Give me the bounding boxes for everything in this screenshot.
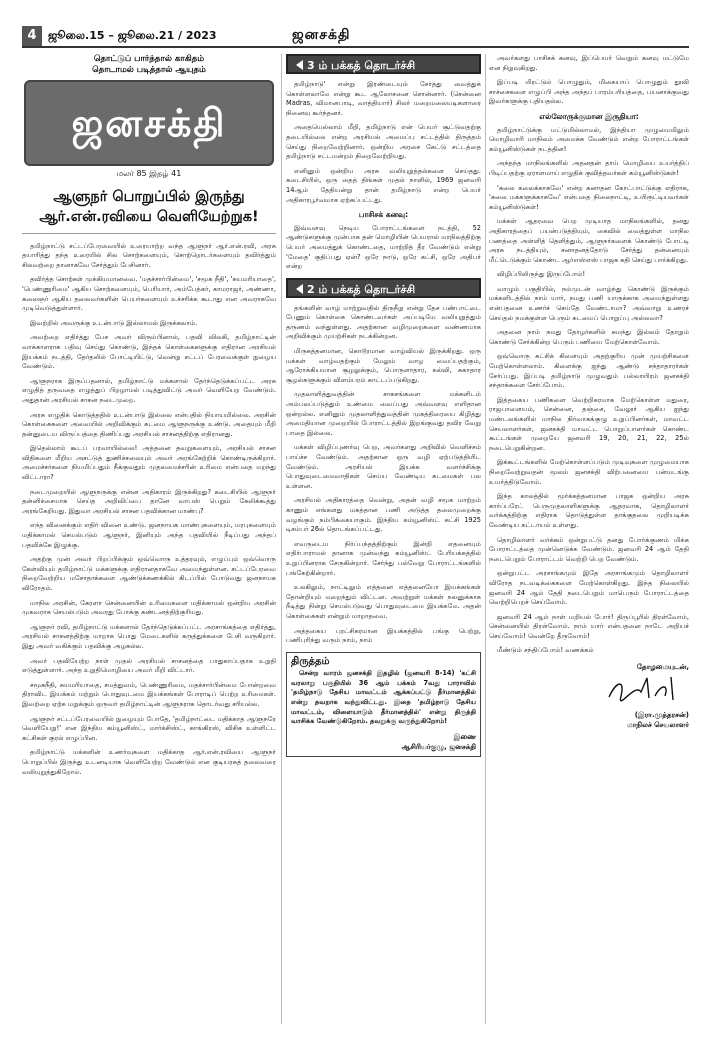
paragraph: ஒவ்வொரு கட்சிக் கிளையும் அதற்குரிய முன் முயற்சிகளை மேற்கொள்ளலாம். கிளைக்கு ஐந்து ஆண்டு சந்தாதாரர்கள் சேர்ப்பது. இப்படி தமிழ்நாடு முழுவதும் பல்லாயிரம் ஜனசக்தி சந்தாக்களை சேர்ப்போம். (489, 352, 689, 390)
paragraph: அவர்களது பாசிசக் கனவு, இப்பெயர் வெறும் கனவு மட்டுமே என நிறுவுகிறது. (489, 54, 689, 72)
header-rule (22, 46, 689, 48)
paragraph: மீண்டும் சந்திப்போம்! வணக்கம் (497, 646, 594, 655)
editorial-headline: ஆளுநர் பொறுப்பில் இருந்து ஆர்.என்.ரவியை வெளியேற்றுக! (22, 187, 276, 234)
paragraph: தொழிலாளர் வர்க்கம் ஒன்றுபட்டு தனது போர்க்குணம் மிக்க போராட்டத்தை முன்னெடுக்க வேண்டும். ஜனவரி 24 ஆம் தேதி நடைபெறும் போராட்டம் வெற்றி பெற வேண்டும். (489, 535, 689, 563)
paragraph: தமிழ்நாட்டு மக்களின் உணர்வுகளை மதிக்காத ஆர்.என்.ரவியை ஆளுநர் பொறுப்பில் இருந்து உடனடியாக வெளியேற்ற வேண்டும் என குடியரசுத் தலைவரை வலியுறுத்துகிறோம். (22, 748, 276, 776)
paragraph: எனினும் ஒன்றிய அரசு வலியுறுத்தல்களை செய்தது. கடைசியில், ஒரு தைத் திங்கள் முதல் நாளில், 1969 ஜனவரி 14ஆம் தேதியன்று தான் தமிழ்நாடு என்ற பெயர் அதிகாரபூர்வமாக ஏற்கப்பட்டது. (286, 166, 481, 204)
paragraph: ஜனவரி 24 ஆம் நாள் மறியல் போர்! திருப்பூரில் திரள்வோம், சென்னையில் திரள்வோம். நாம் யார் என்பதனை நாடே அறியச் செய்வோம்! வென்றே தீருவோம்! (489, 612, 689, 640)
column-divider (281, 54, 282, 1024)
paragraph: இந்த காலத்தில் மூர்க்கத்தனமான பாஜக ஒன்றிய அரசு கார்ப்பரேட் பெருமுதலாளிகளுக்கு ஆதரவாக, தொழிலாளர் வர்க்கத்திற்கு எதிராக தொடுத்துள்ள தாக்குதலை முறியடிக்க வேண்டிய கட்டாயம் உள்ளது. (489, 492, 689, 529)
paragraph: ஆளுநராக இருப்பதனால், தமிழ்நாட்டு மக்களால் தேர்ந்தெடுக்கப்பட்ட அரசு எழுதித் தருவதை எழுத்துப் பிறழாமல் படித்துவிட்டு அவர் வெளியேற வேண்டும். அதுதான் அரசியல் சாசன நடைமுறை. (22, 376, 276, 404)
signatory-role: மாநிலச் செயலாளர் (627, 720, 689, 729)
paragraph: ஆளுநர் ரவி, தமிழ்நாட்டு மக்களால் தேர்ந்தெடுக்கப்பட்ட அரசாங்கத்தை எதிர்த்து, அரசியல் சாசனத்திற்கு மாறாக பொது மேடைகளில் கருத்துக்களை பேசி வருகிறார். இது அவர் வகிக்கும் பதவிக்கு அழகல்ல. (22, 622, 276, 650)
triangle-icon (296, 60, 303, 70)
continuation-column (286, 54, 481, 1026)
page-header (22, 26, 689, 48)
paragraph: தவிர்த்த சொற்கள் முக்கியமானவை. 'மதச்சார்பின்மை', 'சமூக நீதி', 'சுயமரியாதை', 'பெண்ணுரிமை' ஆகிய சொற்களையும், பெரியார், அம்பேத்கர், காமராஜர், அண்ணா, கலைஞர் ஆகிய தலைவர்களின் பெயர்களையும் உச்சரிக்க கூடாது என அவராகவே முடிவெடுத்துள்ளார். (22, 275, 276, 313)
paragraph: இவற்றில் அவருக்கு உடன்பாடு இல்லாமல் இருக்கலாம். (30, 318, 198, 327)
header-title: ஜனசக்தி (292, 27, 351, 43)
newspaper-page (22, 26, 689, 1026)
triangle-icon (296, 284, 303, 294)
paragraph: எவருடைய நிர்ப்பந்தத்திற்கும் இன்றி எதனையும் எதிர்பாராமல் தானாக முன்வந்து கம்யூனிஸ்ட் பேரியக்கத்தில் உறுப்பினராக சேருகின்றார். சேர்ந்து பல்வேறு போராட்டங்களில் பங்கேற்கின்றார். (286, 539, 481, 577)
paragraph: தமிழ்நாட்டு சட்டப்பேரவையில் உரையாற்ற வந்த ஆளுநர் ஆர்.என்.ரவி, அரசு தயாரித்து தந்த உரையில் சில சொற்களையும், சொற்றொடர்களையும் தவிர்த்தும் சிலவற்றை தானாகவே சேர்த்தும் பேசினார். (22, 241, 276, 269)
paragraph: அதையெல்லாம் மீறி, தமிழ்நாடு என் பெயர் சூட்டுவதற்கு தடையில்லை என்ற அரசியல் அமைப்பு சட்டத்தில் திருத்தம் செய்து நிறைவேற்றினார். ஒன்றிய அரசை கேட்டு சட்டத்தை தமிழ்நாடு சட்டமன்றம் நிறைவேற்றியது. (286, 123, 481, 161)
paragraph: தமிழ்நாடு' என்று இரண்டையும் சேர்த்து வைத்துக் கொள்ளலாமே என்று கூட ஆலோசனை சொன்னார். (சென்னை Madras, விமானபாடி, வாத்தியார்) சிலர் மறைமலையடிகளாரை நினைவு கூர்ந்தனர். (286, 80, 481, 117)
paragraph: அதனை நாம் நமது தோழர்களில் சுமந்து இல்லம் தோறும் கொண்டு சேர்க்கின்ற பெரும் பணியை மேற்கொள்வோம். (489, 328, 689, 346)
paragraph: மிருகத்தனமான, கொடூரமான வாழ்வியல் இருக்கிறது. ஒரு மக்கள் வாழ்வதற்கும் மேலும் வாழ வைப்பதற்கும், ஆரோக்கியமான சூழலுக்கும், பொருளாதார, கல்வி, சுகாதார சூழல்களுக்கும் விளம்பரம் காட்டப்படுகிறது. (286, 347, 481, 384)
letter-column (489, 54, 689, 1026)
section-bar-label: 2 ம் பக்கத் தொடர்ச்சி (307, 282, 416, 296)
paragraph: நடைமுறையில் ஆளுநருக்கு என்ன அதிகாரம் இருக்கிறது? கடைசியில் ஆளுநர் தன்னிச்சையாக செய்த அறிவிப்பை தானே வாபஸ் பெறும் கேலிக்கூத்து அரங்கேறியது. இதுவா அரசியல் சாசன பதவிக்கான மாண்பு? (22, 487, 276, 515)
issue-date: ஜூலை.15 – ஜூலை.21 / 2023 (48, 29, 217, 42)
paragraph: ஆளுநர் சட்டப்பேரவையில் நுழையும் போதே, 'தமிழ்நாட்டை மதிக்காத ஆளுநரே வெளியேறு!' என இந்திய கம்யூனிஸ்ட், மார்க்சிஸ்ட், காங்கிரஸ், விசிக உள்ளிட்ட கட்சிகள் குரல் எழுப்பின. (22, 714, 276, 742)
paragraph: மக்கள் ஆதரவை பெற முடியாத மாநிலங்களில், தனது அதிகாரத்தைப் பயன்படுத்தியும், கைவில் வைத்துள்ள மாநில பணத்தை அள்ளித் தெளித்தும், ஆளுநர்களைக் கொண்டு போட்டி அரசு நடத்தியும், சனாதனத்தோடு சேர்த்து தன்னையும் மீட்டெடுக்கும் கொண்ட ஆர்எஸ்எஸ் பாஜக கதி செய்து பார்க்கிறது. (489, 217, 689, 264)
paragraph: தங்களின் வாழ் மாற்றுவதில் திருநீறு என்று தேச பண்பாட்டை பேணும் கொள்கை கொண்டவர்கள் அப்படியே வலியுறுத்தும் தருணம் வந்துள்ளது. அதற்கான வழிமுறைகளை வண்ணமாக அறிவிக்கும் முயற்சிகள் நடக்கின்றன. (286, 303, 481, 341)
signature-block (489, 662, 689, 730)
letter-body (489, 54, 689, 107)
masthead-logo (24, 80, 274, 166)
signatory-name: (இரா.முத்தரசன்) (634, 710, 689, 719)
paragraph: அரசியல் அதிகாரத்தை வென்று, அதன் வழி சமூக மாற்றம் காணும் எங்களது மகத்தான பணி அடுத்த தலைமுறைக்கு வழங்கும் நம்பிக்கையாகும். இந்திய கம்யூனிஸ்ட் கட்சி 1925 டிசம்பர் 26ல் தொடங்கப்பட்டது. (286, 496, 481, 534)
paragraph: எந்த வினைக்கும் எதிர் வினை உண்டு. ஜனநாயக மாண்புகளையும், மரபுகளையும் மதிக்காமல் செயல்படும் ஆளுநர், இனியும் அந்த பதவியில் நீடிப்பது அந்தப் பதவிக்கே இழுக்கு. (22, 521, 276, 549)
correction-notice (286, 652, 481, 757)
page-number: 4 (22, 26, 42, 46)
paragraph: அந்தந்த மாநிலங்களில் அதனதன் தாய் மொழியை உயர்த்திப் பிடிப்பதற்கு ஏராளமாய் எழுதிக் குவித்தவர்கள் கம்யூனிஸ்டுகள்! (489, 159, 689, 177)
paragraph: அரசு எழுதிக் கொடுத்ததில் உடன்பாடு இல்லை என்பதில் நியாயமில்லை. அரசின் கொள்கைகளை அவையில் அறிவிக்கும் கடமை ஆளுநருக்கு உண்டு. அதையும் மீறி தன்னுடைய விருப்பத்தை திணிப்பது அரசியல் சாசனத்திற்கு எதிரானது. (22, 410, 276, 438)
masthead-tagline-2: தொடாமல் படித்தால் ஆயுதம் (92, 65, 206, 75)
letter-subhead: எல்லோருக்குமான இருதியா: (539, 111, 639, 121)
page3-continuation-2 (286, 224, 481, 272)
section-subhead: பாசிசக் கனவு: (358, 210, 409, 220)
section-bar-page3 (286, 54, 481, 74)
paragraph: இதெல்லாம் கூடப் பரவாயில்லை! அத்தனை தவறுகளையும், அரசியல் சாசன விதிகளை மீறிய அசட்டுத் துணிச்சலையும் அவர் அரங்கேற்றிக் கொண்டிருக்கிறார். அமைச்சர்களை நியமிப்பதும் நீக்குவதும் முதலமைச்சரின் உரிமை என்பதை மறந்து விட்டாரா? (22, 444, 276, 482)
paragraph: இக்கூட்டங்களில் மேற்கொள்ளப்படும் முடிவுகளை முழுமையாக நிறைவேற்றுவதன் மூலம் ஜனசக்தி விற்பனையை பன்மடங்கு உயர்த்திடுவோம். (489, 458, 689, 486)
salutation: தோழமையுடன், (636, 663, 689, 672)
page3-continuation (286, 80, 481, 205)
paragraph: இவ்வளவு நெடிய போராட்டங்களை நடத்தி, 52 ஆண்டுகளுக்கு முன்பாக தன் மொழியின் பெயரால் மாநிலத்திற்கு பெயர் அமைத்துக் கொண்டதை, மாற்றித் தீர வேண்டும் என்று 'மேதை' குதிப்பது ஏன்? ஒரே நாடு, ஒரே கட்சி, ஒரே அதிபர் என்ற (286, 223, 481, 271)
masthead-tagline-1: தொட்டுப் பார்த்தால் காகிதம் (93, 54, 205, 64)
paragraph: முதலாளித்துவத்தின் சாகசங்களை மக்களிடம் அம்பலப்படுத்தும் உண்மை வைப்பது அவ்வளவு எளிதான ஒன்றல்ல. எனினும் முதலாளித்துவத்தின் முகத்திரையை கிழித்து அமைதியான முறையில் போராட்டத்தில் இறங்குவது தவிர வேறு பாதை இல்லை. (286, 390, 481, 437)
masthead-name: ஜனசக்தி (71, 100, 227, 146)
column-divider (485, 54, 486, 1024)
notice-sign-2: ஆசிரியர்குழு, ஜனசக்தி (401, 742, 476, 751)
paragraph: விழிப்பிலிருந்து இருப்போம்! (497, 270, 586, 279)
paragraph: இத்தகைய பணிகளை வெற்றிகரமாக மேற்கொள்ள மதுரை, ராஜபாளையம், சென்னை, தஞ்சை, வேலூர் ஆகிய ஐந்து மண்டலங்களில் மாநில நிர்வாகக்குழு உறுப்பினர்கள், மாவட்ட செயலாளர்கள், ஜனசக்தி மாவட்ட பொறுப்பாளர்கள் கொண்ட கூட்டங்கள் முறையே ஜனவரி 19, 20, 21, 22, 25ல் நடைபெறுகின்றன. (489, 395, 689, 452)
paragraph: மக்கள் விழிப்புணர்வு பெற, அவர்களது அறிவில் வெளிச்சம் பாய்ச்ச வேண்டும். அதற்கான ஒரு வழி ஏற்படுத்தியிட வேண்டும். அரசியல் இயக்க வளர்ச்சிக்கு பொதுவுடைமைவாதிகள் செய்ய வேண்டிய கடமைகள் பல உள்ளன. (286, 443, 481, 490)
editorial-column (22, 54, 276, 1026)
volume-issue: மலர் 85 இதழ் 41 (116, 169, 182, 178)
paragraph: தமிழ்நாட்டுக்கு மட்டுமில்லாமல், இந்தியா முழுமைமிலும் மொழிவாரி மாநிலம் அமைக்க வேண்டும் என்ற போராட்டங்கள் கம்யூனிஸ்டுகள் நடத்தின! (489, 125, 689, 153)
letter-body-2 (489, 126, 689, 657)
paragraph: மாநில அரசின், கேரளா சென்னையின் உரிமைகளை மதிக்காமல் ஒன்றிய அரசின் முகவராக செயல்படும் அவரது போக்கு கண்டனத்திற்குரியது. (22, 598, 276, 617)
page2-continuation (286, 304, 481, 646)
paragraph: ஒன்றுபட்ட அரசாங்கமும் இதே அரசாங்கமும் தொழிலாளர் விரோத நடவடிக்கைகளை மேற்கொள்கிறது. இந்த நிலையில் ஜனவரி 24 ஆம் தேதி நடைபெறும் மாபெரும் போராட்டத்தை வெற்றிபெறச் செய்வோம். (489, 569, 689, 607)
notice-body: சென்ற வாரம் ஜனசக்தி இதழில் (ஜனவரி 8-14) 'கட்சி வரலாறு பகுதியில் 36 ஆம் பக்கம் 7வது பாராவில் 'தமிழ்நாடு தேசிய மாவட்டம் ஆக்கப்பட்டு தீர்மானத்தில் என்று தவறாக வந்துவிட்டது. இதை 'தமிழ்நாடு தேசிய மாவட்டம், விளையாடும் தீர்மானத்தில்' என்று திருத்தி வாசிக்க வேண்டுகிறோம். தவறுக்கு வருந்துகிறோம்! (291, 669, 476, 726)
paragraph: அவர் பதவியேற்ற நாள் முதல் அரசியல் சாசனத்தை பாதுகாப்பதாக உறுதி எடுத்துள்ளார். அந்த உறுதிமொழியை அவர் மீறி விட்டார். (22, 656, 276, 675)
section-bar-page2 (286, 278, 481, 298)
notice-sign-1: இணை (453, 732, 476, 741)
editorial-body (22, 242, 276, 778)
paragraph: அத்தகைய புரட்சிகரமான இயக்கத்தில் பங்கு பெற்று, பணிபுரிந்து வரும் நாம், நாம் (286, 626, 481, 645)
section-bar-label: 3 ம் பக்கத் தொடர்ச்சி (307, 59, 416, 72)
signature-image (599, 672, 689, 706)
paragraph: அவற்றை எதிர்த்து பேச அவர் விரும்பினால், பதவி விலகி, தமிழ்நாட்டின் வாக்காளராக பதிவு செய்து கொண்டு, இந்தக் கொள்கைகளுக்கு எதிரான அரசியல் இயக்கம் நடத்தி, தேர்தலில் போட்டியிட்டு, வென்று சட்டப் பேரவைக்குள் நுழைய வேண்டும். (22, 333, 276, 371)
paragraph: இப்படி மிரட்டும் பொழுதும், மிகையாப் பொழுதும் தூவி சாச்சைகளை எழுப்பி அந்த அந்தப் பாரம்பரியத்தை, பயனாக்குவது இவர்களுக்கு புதியதல்ல. (489, 78, 689, 106)
paragraph: சமூகநீதி, சுயமரியாதை, சமத்துவம், பெண்ணுரிமை, மதச்சார்பின்மை போன்றவை திராவிட இயக்கம் மற்றும் பொதுவுடமை இயக்கங்கள் போராடிப் பெற்ற உரிமைகள். இவற்றை ஏற்க மறுக்கும் ஒருவர் தமிழ்நாட்டின் ஆளுநராக தொடர்வது சரியல்ல. (22, 680, 276, 708)
paragraph: 'கலை கலைக்காகவே' என்ற கனாதன கோட்பாட்டுக்கு எதிராக, 'கலை மக்களுக்காகவே' என்பதை நிலைநாட்டி, உயிரூட்டியவர்கள் கம்யூனிஸ்டுகள்! (489, 183, 689, 211)
paragraph: அதற்கு முன் அவர் பிறப்பிக்கும் ஒவ்வொரு உத்தரவும், எழுப்பும் ஒவ்வொரு கேள்வியும் தமிழ்நாட்டு மக்களுக்கு எதிரானதாகவே அமைந்துள்ளன. சட்டப்பேரவை நிறைவேற்றிய மசோதாக்களை ஆண்டுக்கணக்கில் கிடப்பில் போடுவது ஜனநாயக விரோதம். (22, 555, 276, 592)
paragraph: வாழும் பகுதியில், நம்முடன் வாழ்ந்து கொண்டு இருக்கும் மக்களிடத்தில் நாம் யார், நமது பணி யாருக்காக அமைந்துள்ளது என்பதனை உணர்ச் செய்தே வேண்டாமா? அவ்வாறு உணரச் செய்தல் நமக்குள்ள பெரும் கடமைப் பொறுப்பு அல்லவா? (489, 284, 689, 322)
paragraph: உலகிலும், நாட்டிலும் எத்தனை எத்தனையோ இயக்கங்கள் தோன்றியும் மறைந்தும் விட்டன. அவற்றுள் மக்கள் நலனுக்காக நீடித்து நின்று செயல்படுவது பொதுவுடைமை இயக்கமே. அதன் கொள்கைகள் என்றும் மாறாதவை. (286, 583, 481, 620)
notice-title: திருத்தம் (291, 655, 330, 667)
